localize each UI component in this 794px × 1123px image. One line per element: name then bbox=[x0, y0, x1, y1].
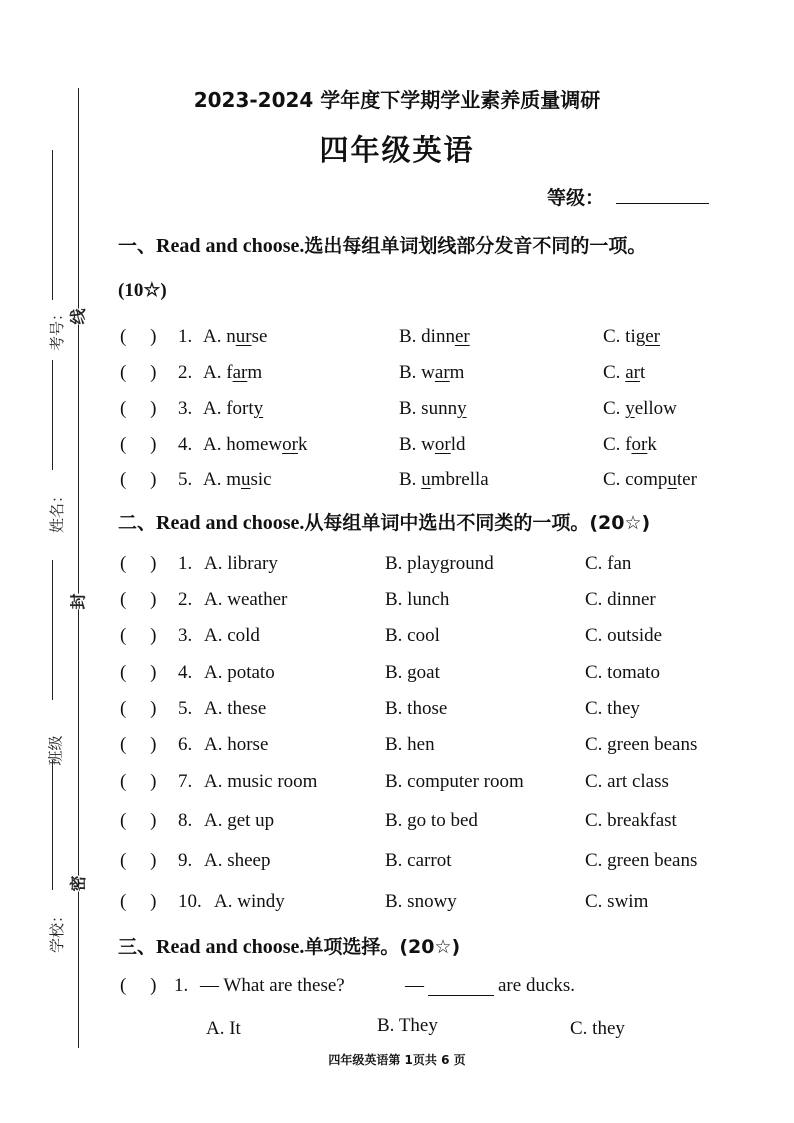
section3-heading bbox=[118, 932, 460, 959]
s2-q8-option-c[interactable]: C. breakfast bbox=[585, 810, 677, 831]
section1-heading-en: Read and choose. bbox=[156, 235, 305, 257]
underlined-letters: y bbox=[457, 398, 467, 419]
s3-q1-prompt: — What are these? bbox=[200, 975, 345, 996]
s2-q6-option-a[interactable]: A. horse bbox=[204, 734, 269, 755]
option-text: A. fort bbox=[203, 398, 254, 419]
grade-label: 等级： bbox=[547, 187, 605, 209]
s1-q1-paren[interactable]: ( ) bbox=[120, 326, 157, 347]
s1-q2-option-c[interactable] bbox=[603, 362, 645, 384]
s2-q5-option-c[interactable]: C. they bbox=[585, 698, 640, 719]
seal-char-line: 线 bbox=[66, 308, 89, 324]
option-text: ld bbox=[450, 434, 466, 455]
option-text: C. bbox=[603, 398, 626, 419]
option-text: C. comp bbox=[603, 469, 668, 490]
s1-q1-option-c[interactable] bbox=[603, 326, 660, 348]
s2-q9-num: 9. bbox=[178, 850, 193, 871]
s2-q4-option-a[interactable]: A. potato bbox=[204, 662, 275, 683]
name-line bbox=[52, 360, 53, 470]
s1-q2-option-b[interactable] bbox=[399, 362, 464, 384]
s2-q7-paren[interactable]: ( ) bbox=[120, 771, 157, 792]
s2-q1-option-b[interactable]: B. playground bbox=[385, 553, 494, 574]
s2-q5-option-b[interactable]: B. those bbox=[385, 698, 448, 719]
underlined-letters: ur bbox=[235, 326, 252, 347]
underlined-letters: or bbox=[434, 434, 451, 455]
section2-heading-cn: 从每组单词中选出不同类的一项。(20☆) bbox=[304, 512, 651, 534]
option-text: C. bbox=[603, 362, 626, 383]
s2-q6-num: 6. bbox=[178, 734, 193, 755]
option-text: B. w bbox=[399, 362, 435, 383]
option-text: t bbox=[639, 362, 646, 383]
s2-q4-num: 4. bbox=[178, 662, 193, 683]
s3-q1-answer-suffix: are ducks. bbox=[498, 975, 576, 996]
s2-q2-option-b[interactable]: B. lunch bbox=[385, 589, 450, 610]
s2-q2-option-c[interactable]: C. dinner bbox=[585, 589, 656, 610]
s2-q1-num: 1. bbox=[178, 553, 193, 574]
s1-q5-option-a[interactable] bbox=[203, 469, 272, 491]
s2-q9-option-a[interactable]: A. sheep bbox=[204, 850, 271, 871]
s2-q10-paren[interactable]: ( ) bbox=[120, 891, 157, 912]
s1-q3-num: 3. bbox=[178, 398, 193, 419]
s2-q6-paren[interactable]: ( ) bbox=[120, 734, 157, 755]
underlined-letters: er bbox=[454, 326, 470, 347]
s2-q4-option-c[interactable]: C. tomato bbox=[585, 662, 660, 683]
seal-char-secret: 密 bbox=[66, 875, 89, 891]
underlined-letters: y bbox=[253, 398, 264, 419]
s1-q2-paren[interactable]: ( ) bbox=[120, 362, 157, 383]
exam-no-line bbox=[52, 150, 53, 300]
s1-q2-option-a[interactable] bbox=[203, 362, 262, 384]
s1-q4-paren[interactable]: ( ) bbox=[120, 434, 157, 455]
option-text: C. tig bbox=[603, 326, 646, 347]
s1-q3-paren[interactable]: ( ) bbox=[120, 398, 157, 419]
s2-q2-option-a[interactable]: A. weather bbox=[204, 589, 288, 610]
underlined-letters: ar bbox=[434, 362, 450, 383]
school-label: 学校： bbox=[48, 907, 67, 954]
option-text: mbrella bbox=[430, 469, 489, 490]
option-text: A. homew bbox=[203, 434, 283, 455]
option-text: B. w bbox=[399, 434, 435, 455]
section3-heading-en: Read and choose. bbox=[156, 936, 305, 958]
class-label: 班级 bbox=[46, 735, 65, 766]
s2-q3-num: 3. bbox=[178, 625, 193, 646]
option-text: m bbox=[449, 362, 465, 383]
section2-heading bbox=[118, 508, 650, 535]
s2-q8-option-a[interactable]: A. get up bbox=[204, 810, 275, 831]
s3-q1-num: 1. bbox=[174, 975, 189, 996]
s2-q10-option-c[interactable]: C. swim bbox=[585, 891, 649, 912]
underlined-letters: ar bbox=[232, 362, 248, 383]
s3-q1-option-c[interactable]: C. they bbox=[570, 1018, 625, 1039]
option-text: k bbox=[297, 434, 308, 455]
s1-q1-option-a[interactable] bbox=[203, 326, 267, 348]
option-text: ellow bbox=[634, 398, 677, 419]
s1-q5-option-b[interactable] bbox=[399, 469, 489, 491]
exam-title: 2023-2024 学年度下学期学业素养质量调研 bbox=[193, 88, 601, 112]
s2-q10-num: 10. bbox=[178, 891, 202, 912]
subject-title: 四年级英语 bbox=[319, 133, 475, 167]
section2-heading-en: Read and choose. bbox=[156, 512, 305, 534]
s1-q2-num: 2. bbox=[178, 362, 193, 383]
underlined-letters: or bbox=[631, 434, 648, 455]
underlined-letters: or bbox=[282, 434, 298, 455]
s2-q4-option-b[interactable]: B. goat bbox=[385, 662, 440, 683]
underlined-letters: u bbox=[241, 469, 251, 490]
s2-q9-paren[interactable]: ( ) bbox=[120, 850, 157, 871]
s2-q10-option-a[interactable]: A. windy bbox=[214, 891, 285, 912]
s2-q9-option-c[interactable]: C. green beans bbox=[585, 850, 698, 871]
option-text: A. f bbox=[203, 362, 233, 383]
s2-q3-option-b[interactable]: B. cool bbox=[385, 625, 440, 646]
s1-q4-option-b[interactable] bbox=[399, 434, 466, 456]
s1-q4-option-c[interactable] bbox=[603, 434, 657, 456]
s3-q1-option-a[interactable]: A. It bbox=[206, 1018, 241, 1039]
s2-q3-option-c[interactable]: C. outside bbox=[585, 625, 663, 646]
s2-q10-option-b[interactable]: B. snowy bbox=[385, 891, 457, 912]
option-text: A. m bbox=[203, 469, 241, 490]
option-text: C. f bbox=[603, 434, 632, 455]
underlined-letters: u bbox=[667, 469, 677, 490]
s1-q5-paren[interactable]: ( ) bbox=[120, 469, 157, 490]
s2-q8-paren[interactable]: ( ) bbox=[120, 810, 157, 831]
option-text: B. dinn bbox=[399, 326, 455, 347]
s2-q4-paren[interactable]: ( ) bbox=[120, 662, 157, 683]
option-text: m bbox=[247, 362, 263, 383]
s2-q6-option-c[interactable]: C. green beans bbox=[585, 734, 698, 755]
grade-blank[interactable] bbox=[616, 203, 709, 204]
s3-q1-answer-blank[interactable] bbox=[428, 995, 494, 996]
s2-q9-option-b[interactable]: B. carrot bbox=[385, 850, 452, 871]
s2-q5-num: 5. bbox=[178, 698, 193, 719]
option-text: B. sunn bbox=[399, 398, 458, 419]
s2-q7-option-a[interactable]: A. music room bbox=[204, 771, 318, 792]
s2-q5-paren[interactable]: ( ) bbox=[120, 698, 157, 719]
s2-q2-paren[interactable]: ( ) bbox=[120, 589, 157, 610]
s2-q5-option-a[interactable]: A. these bbox=[204, 698, 267, 719]
s2-q8-num: 8. bbox=[178, 810, 193, 831]
s2-q7-option-b[interactable]: B. computer room bbox=[385, 771, 524, 792]
s1-q5-num: 5. bbox=[178, 469, 193, 490]
underlined-letters: ar bbox=[625, 362, 640, 383]
section3-num: 三、 bbox=[118, 936, 157, 958]
binding-line bbox=[78, 88, 79, 1048]
option-text: A. n bbox=[203, 326, 236, 347]
s2-q1-option-c[interactable]: C. fan bbox=[585, 553, 632, 574]
underlined-letters: er bbox=[645, 326, 660, 347]
option-text: sic bbox=[250, 469, 272, 490]
s2-q8-option-b[interactable]: B. go to bed bbox=[385, 810, 478, 831]
option-text: k bbox=[647, 434, 657, 455]
section1-score: (10☆) bbox=[118, 280, 167, 301]
s1-q4-option-a[interactable] bbox=[203, 434, 307, 456]
section1-num: 一、 bbox=[118, 235, 157, 257]
s2-q1-paren[interactable]: ( ) bbox=[120, 553, 157, 574]
s3-q1-answer-prefix: — bbox=[405, 975, 424, 996]
s1-q1-option-b[interactable] bbox=[399, 326, 470, 348]
s2-q2-num: 2. bbox=[178, 589, 193, 610]
school-line bbox=[52, 760, 53, 890]
section1-heading bbox=[118, 231, 646, 258]
underlined-letters: u bbox=[421, 469, 431, 490]
s2-q7-option-c[interactable]: C. art class bbox=[585, 771, 669, 792]
s1-q3-option-c[interactable] bbox=[603, 398, 677, 420]
class-line bbox=[52, 560, 53, 700]
underlined-letters: y bbox=[625, 398, 635, 419]
option-text: B. bbox=[399, 469, 422, 490]
option-text: ter bbox=[676, 469, 697, 490]
s1-q5-option-c[interactable] bbox=[603, 469, 697, 491]
exam-no-label: 考号： bbox=[48, 305, 67, 352]
name-label: 姓名： bbox=[48, 487, 67, 534]
page-footer: 四年级英语第 1页共 6 页 bbox=[328, 1053, 466, 1067]
s2-q6-option-b[interactable]: B. hen bbox=[385, 734, 435, 755]
seal-char-seal: 封 bbox=[66, 593, 89, 609]
s1-q3-option-b[interactable] bbox=[399, 398, 467, 420]
s2-q1-option-a[interactable]: A. library bbox=[204, 553, 278, 574]
section1-heading-cn: 选出每组单词划线部分发音不同的一项。 bbox=[304, 235, 647, 257]
s3-q1-option-b[interactable]: B. They bbox=[377, 1015, 438, 1036]
section3-heading-cn: 单项选择。(20☆) bbox=[304, 936, 461, 958]
s2-q3-paren[interactable]: ( ) bbox=[120, 625, 157, 646]
option-text: se bbox=[251, 326, 268, 347]
section2-num: 二、 bbox=[118, 512, 157, 534]
s2-q7-num: 7. bbox=[178, 771, 193, 792]
s1-q4-num: 4. bbox=[178, 434, 193, 455]
s2-q3-option-a[interactable]: A. cold bbox=[204, 625, 260, 646]
s1-q1-num: 1. bbox=[178, 326, 193, 347]
s1-q3-option-a[interactable] bbox=[203, 398, 263, 420]
s3-q1-paren[interactable]: ( ) bbox=[120, 975, 157, 996]
